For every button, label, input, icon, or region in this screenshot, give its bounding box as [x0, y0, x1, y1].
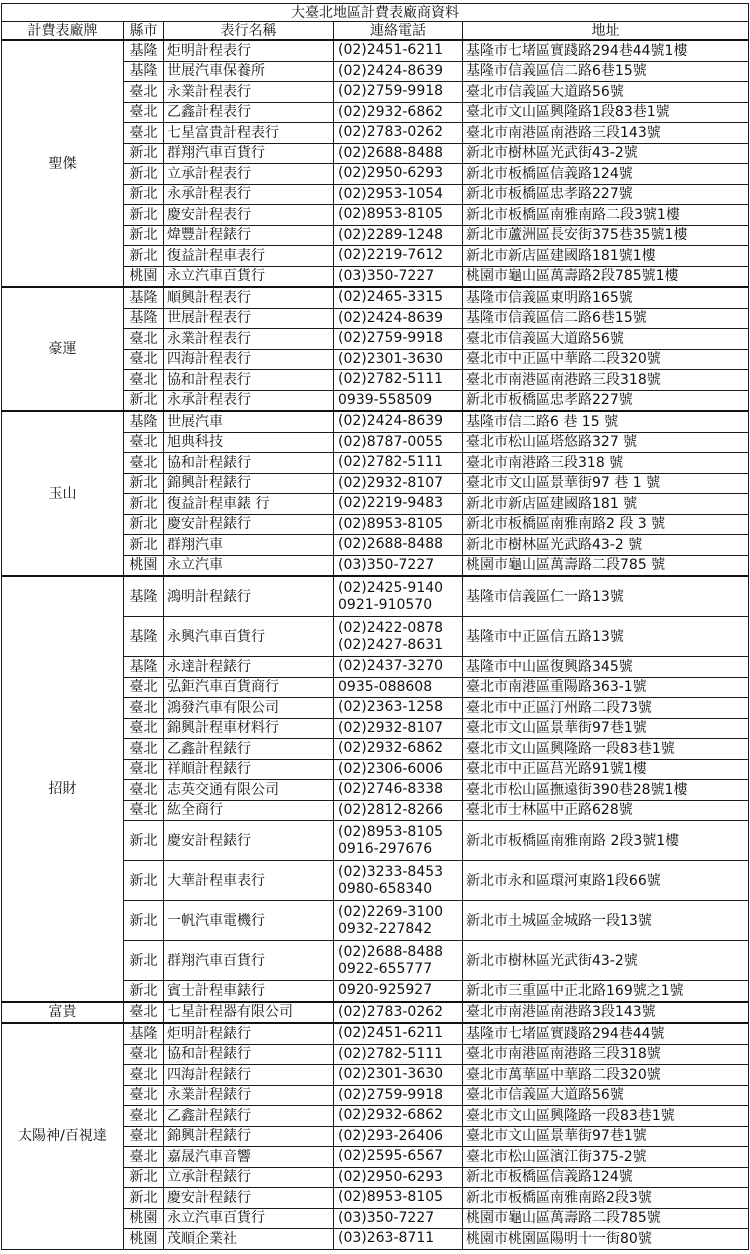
table-row: [2, 1002, 749, 1024]
address-cell: 臺北市文山區興隆路一段83巷1號: [463, 739, 749, 760]
shop-name-cell: 復益計程車表行: [164, 246, 334, 267]
phone-cell: [334, 657, 463, 678]
table-row: [2, 411, 749, 432]
county-cell: 臺北: [124, 123, 164, 144]
address-cell: 臺北市松山區撫遠街390巷28號1樓: [463, 780, 749, 801]
county-cell: 新北: [124, 535, 164, 556]
county-cell: 新北: [124, 184, 164, 205]
brand-cell: 招財: [2, 576, 124, 1002]
phone-cell: [334, 535, 463, 556]
address-cell: 臺北市南港區南港路三段318號: [463, 370, 749, 391]
phone-number: (02)2424-8639: [338, 413, 444, 430]
shop-name-cell: 嘉晟汽車音響: [164, 1147, 334, 1168]
county-cell: 臺北: [124, 370, 164, 391]
address-cell: 桃園市龜山區萬壽路2段785號1樓: [463, 266, 749, 287]
shop-name-cell: 乙鑫計程表行: [164, 102, 334, 123]
brand-cell: 聖傑: [2, 40, 124, 287]
address-cell: 臺北市中正區莒光路91號1樓: [463, 759, 749, 780]
shop-name-cell: 永承計程表行: [164, 390, 334, 411]
phone-number: (02)2363-1258: [338, 699, 444, 716]
county-cell: 臺北: [124, 102, 164, 123]
county-cell: 基隆: [124, 308, 164, 329]
shop-name-cell: 世展汽車: [164, 411, 334, 432]
phone-number: (02)2932-8107: [338, 474, 444, 491]
phone-number: (02)2688-8488: [338, 536, 444, 553]
phone-cell: [334, 555, 463, 576]
phone-number: (02)2451-6211: [338, 1025, 444, 1042]
address-cell: 新北市新店區建國路181號1樓: [463, 246, 749, 267]
phone-number: (02)2424-8639: [338, 62, 444, 79]
address-cell: 臺北市信義區大道路56號: [463, 329, 749, 350]
county-cell: 新北: [124, 143, 164, 164]
phone-number: (02)8953-8105: [338, 823, 444, 840]
phone-cell: [334, 1085, 463, 1106]
header-county: 縣市: [124, 22, 164, 41]
county-cell: 基隆: [124, 287, 164, 308]
phone-number: 0920-925927: [338, 982, 433, 999]
phone-number: (02)8953-8105: [338, 515, 444, 532]
shop-name-cell: 炬明計程錶行: [164, 1023, 334, 1044]
phone-number: (02)2595-6567: [338, 1148, 444, 1165]
county-cell: 新北: [124, 225, 164, 246]
phone-number: (02)2932-6862: [338, 740, 444, 757]
phone-number: 0922-655777: [338, 960, 433, 977]
county-cell: 桃園: [124, 266, 164, 287]
shop-name-cell: 立承計程表行: [164, 164, 334, 185]
shop-name-cell: 乙鑫計程錶行: [164, 1106, 334, 1127]
phone-cell: [334, 1147, 463, 1168]
brand-cell: 太陽神/百視達: [2, 1023, 124, 1249]
county-cell: 臺北: [124, 677, 164, 698]
address-cell: 新北市永和區環河東路1段66號: [463, 861, 749, 901]
county-cell: 臺北: [124, 780, 164, 801]
county-cell: 臺北: [124, 82, 164, 103]
county-cell: 臺北: [124, 432, 164, 453]
phone-number: 0921-910570: [338, 596, 433, 613]
county-cell: 新北: [124, 514, 164, 535]
address-cell: 基隆市七堵區實踐路294巷44號: [463, 1023, 749, 1044]
phone-number: (02)2783-0262: [338, 1003, 444, 1020]
address-cell: 桃園市桃園區陽明十一街80號: [463, 1229, 749, 1250]
shop-name-cell: 永立汽車百貨行: [164, 1208, 334, 1229]
shop-name-cell: 慶安計程錶行: [164, 821, 334, 861]
phone-cell: [334, 432, 463, 453]
address-cell: 基隆市信二路6 巷 15 號: [463, 411, 749, 432]
phone-cell: [334, 164, 463, 185]
shop-name-cell: 祥順計程錶行: [164, 759, 334, 780]
address-cell: 桃園市龜山區萬壽路二段785 號: [463, 555, 749, 576]
address-cell: 新北市板橋區南雅南路2段3號: [463, 1188, 749, 1209]
phone-number: 0932-227842: [338, 920, 433, 937]
phone-cell: [334, 821, 463, 861]
county-cell: 新北: [124, 1167, 164, 1188]
shop-name-cell: 七星計程器有限公司: [164, 1002, 334, 1024]
phone-cell: [334, 800, 463, 821]
address-cell: 臺北市松山區塔悠路327 號: [463, 432, 749, 453]
phone-cell: [334, 329, 463, 350]
phone-cell: [334, 1023, 463, 1044]
address-cell: 臺北市南港區南港路三段143號: [463, 123, 749, 144]
county-cell: 新北: [124, 1188, 164, 1209]
phone-cell: [334, 780, 463, 801]
phone-number: 0980-658340: [338, 880, 433, 897]
table-row: [2, 287, 749, 308]
address-cell: 桃園市龜山區萬壽路二段785號: [463, 1208, 749, 1229]
shop-name-cell: 慶安計程錶行: [164, 1188, 334, 1209]
county-cell: 基隆: [124, 61, 164, 82]
shop-name-cell: 永業計程表行: [164, 82, 334, 103]
county-cell: 臺北: [124, 1065, 164, 1086]
phone-cell: [334, 1208, 463, 1229]
phone-number: (02)2759-9918: [338, 1086, 444, 1103]
phone-cell: [334, 184, 463, 205]
shop-name-cell: 茂順企業社: [164, 1229, 334, 1250]
phone-number: (03)350-7227: [338, 1209, 435, 1226]
county-cell: 新北: [124, 821, 164, 861]
phone-cell: [334, 718, 463, 739]
county-cell: 臺北: [124, 1085, 164, 1106]
shop-name-cell: 協和計程錶行: [164, 1044, 334, 1065]
shop-name-cell: 鴻明計程錶行: [164, 576, 334, 617]
address-cell: 臺北市萬華區中華路二段320號: [463, 1065, 749, 1086]
county-cell: 臺北: [124, 739, 164, 760]
phone-cell: [334, 287, 463, 308]
shop-name-cell: 賓士計程車錶行: [164, 981, 334, 1002]
county-cell: 臺北: [124, 329, 164, 350]
phone-number: (03)350-7227: [338, 556, 435, 573]
shop-name-cell: 復益計程車錶 行: [164, 494, 334, 515]
address-cell: 新北市樹林區光武街43-2號: [463, 143, 749, 164]
phone-number: (02)2289-1248: [338, 226, 444, 243]
address-cell: 臺北市文山區景華街97巷1號: [463, 718, 749, 739]
address-cell: 臺北市中正區汀州路二段73號: [463, 698, 749, 719]
phone-number: (02)2759-9918: [338, 330, 444, 347]
header-brand: 計費表廠牌: [2, 22, 124, 41]
address-cell: 新北市樹林區光武街43-2號: [463, 941, 749, 981]
shop-name-cell: 旭典科技: [164, 432, 334, 453]
shop-name-cell: 七星富貴計程表行: [164, 123, 334, 144]
phone-number: (02)2746-8338: [338, 781, 444, 798]
phone-cell: [334, 123, 463, 144]
county-cell: 臺北: [124, 1126, 164, 1147]
county-cell: 臺北: [124, 698, 164, 719]
address-cell: 新北市土城區金城路一段13號: [463, 901, 749, 941]
phone-number: (03)350-7227: [338, 267, 435, 284]
phone-number: (02)2219-7612: [338, 247, 444, 264]
phone-number: 0939-558509: [338, 391, 433, 408]
shop-name-cell: 錦興計程錶行: [164, 473, 334, 494]
shop-name-cell: 大華計程車表行: [164, 861, 334, 901]
shop-name-cell: 志英交通有限公司: [164, 780, 334, 801]
shop-name-cell: 紘全商行: [164, 800, 334, 821]
shop-name-cell: 炬明計程表行: [164, 40, 334, 61]
address-cell: 臺北市南港區南港路三段318號: [463, 1044, 749, 1065]
phone-cell: [334, 739, 463, 760]
county-cell: 新北: [124, 205, 164, 226]
address-cell: 臺北市文山區興隆路一段83巷1號: [463, 1106, 749, 1127]
address-cell: 新北市三重區中正北路169號之1號: [463, 981, 749, 1002]
address-cell: 基隆市中正區信五路13號: [463, 617, 749, 657]
phone-number: (02)8953-8105: [338, 1189, 444, 1206]
address-cell: 臺北市信義區大道路56號: [463, 1085, 749, 1106]
phone-cell: [334, 390, 463, 411]
county-cell: 臺北: [124, 759, 164, 780]
county-cell: 新北: [124, 390, 164, 411]
county-cell: 新北: [124, 941, 164, 981]
shop-name-cell: 永業計程表行: [164, 329, 334, 350]
address-cell: 新北市板橋區南雅南路2 段 3 號: [463, 514, 749, 535]
phone-cell: [334, 246, 463, 267]
table-row: [2, 576, 749, 617]
phone-cell: [334, 861, 463, 901]
phone-number: (02)8953-8105: [338, 206, 444, 223]
phone-number: (02)2425-9140: [338, 579, 444, 596]
county-cell: 新北: [124, 473, 164, 494]
phone-cell: [334, 677, 463, 698]
phone-cell: [334, 698, 463, 719]
phone-number: (02)2950-6293: [338, 165, 444, 182]
phone-cell: [334, 205, 463, 226]
address-cell: 基隆市信義區仁一路13號: [463, 576, 749, 617]
address-cell: 基隆市中山區復興路345號: [463, 657, 749, 678]
address-cell: 基隆市信義區信二路6巷15號: [463, 61, 749, 82]
shop-name-cell: 群翔汽車: [164, 535, 334, 556]
address-cell: 新北市蘆洲區長安街375巷35號1樓: [463, 225, 749, 246]
brand-cell: 玉山: [2, 411, 124, 576]
phone-cell: [334, 901, 463, 941]
phone-cell: [334, 266, 463, 287]
address-cell: 臺北市文山區景華街97 巷 1 號: [463, 473, 749, 494]
county-cell: 基隆: [124, 657, 164, 678]
header-phone: 連絡電話: [334, 22, 463, 41]
phone-number: (02)2437-3270: [338, 658, 444, 675]
county-cell: 臺北: [124, 718, 164, 739]
county-cell: 基隆: [124, 411, 164, 432]
phone-cell: [334, 349, 463, 370]
phone-number: (02)2932-8107: [338, 719, 444, 736]
phone-number: (02)293-26406: [338, 1127, 444, 1144]
phone-number: (02)2451-6211: [338, 42, 444, 59]
shop-name-cell: 協和計程表行: [164, 370, 334, 391]
phone-number: (02)2301-3630: [338, 1066, 444, 1083]
shop-name-cell: 世展汽車保養所: [164, 61, 334, 82]
county-cell: 臺北: [124, 1106, 164, 1127]
phone-cell: [334, 1229, 463, 1250]
address-cell: 新北市新店區建國路181 號: [463, 494, 749, 515]
phone-number: (02)2422-0878: [338, 619, 444, 636]
address-cell: 基隆市信義區東明路165號: [463, 287, 749, 308]
address-cell: 新北市板橋區忠孝路227號: [463, 184, 749, 205]
phone-cell: [334, 1065, 463, 1086]
header-address: 地址: [463, 22, 749, 41]
shop-name-cell: 群翔汽車百貨行: [164, 143, 334, 164]
shop-name-cell: 慶安計程錶行: [164, 514, 334, 535]
address-cell: 基隆市信義區信二路6巷15號: [463, 308, 749, 329]
phone-number: (02)2306-6006: [338, 760, 444, 777]
phone-number: (02)2688-8488: [338, 943, 444, 960]
county-cell: 新北: [124, 861, 164, 901]
meter-vendor-table: [1, 3, 749, 1250]
shop-name-cell: 永業計程錶行: [164, 1085, 334, 1106]
shop-name-cell: 煒豐計程錶行: [164, 225, 334, 246]
county-cell: 臺北: [124, 1002, 164, 1024]
phone-cell: [334, 370, 463, 391]
county-cell: 桃園: [124, 555, 164, 576]
county-cell: 臺北: [124, 1044, 164, 1065]
phone-cell: [334, 473, 463, 494]
phone-number: (02)2688-8488: [338, 144, 444, 161]
phone-number: (02)3233-8453: [338, 863, 444, 880]
address-cell: 臺北市文山區景華街97巷1號: [463, 1126, 749, 1147]
county-cell: 新北: [124, 246, 164, 267]
phone-cell: [334, 494, 463, 515]
phone-number: (02)2759-9918: [338, 83, 444, 100]
phone-cell: [334, 61, 463, 82]
shop-name-cell: 錦興計程錶行: [164, 1126, 334, 1147]
phone-cell: [334, 453, 463, 474]
shop-name-cell: 立承計程錶行: [164, 1167, 334, 1188]
address-cell: 新北市樹林區光武路43-2 號: [463, 535, 749, 556]
phone-number: (02)8787-0055: [338, 433, 444, 450]
shop-name-cell: 群翔汽車百貨行: [164, 941, 334, 981]
table-row: [2, 40, 749, 61]
shop-name-cell: 世展計程表行: [164, 308, 334, 329]
shop-name-cell: 慶安計程表行: [164, 205, 334, 226]
phone-number: (03)263-8711: [338, 1230, 435, 1247]
address-cell: 新北市板橋區南雅南路二段3號1樓: [463, 205, 749, 226]
shop-name-cell: 四海計程表行: [164, 349, 334, 370]
phone-cell: [334, 225, 463, 246]
shop-name-cell: 鴻發汽車有限公司: [164, 698, 334, 719]
county-cell: 臺北: [124, 800, 164, 821]
address-cell: 新北市板橋區信義路124號: [463, 164, 749, 185]
phone-number: (02)2782-5111: [338, 454, 444, 471]
phone-cell: [334, 82, 463, 103]
phone-cell: [334, 981, 463, 1002]
phone-cell: [334, 1044, 463, 1065]
address-cell: 臺北市南港路三段318 號: [463, 453, 749, 474]
phone-cell: [334, 40, 463, 61]
shop-name-cell: 錦興計程車材料行: [164, 718, 334, 739]
county-cell: 臺北: [124, 453, 164, 474]
shop-name-cell: 一帆汽車電機行: [164, 901, 334, 941]
phone-number: (02)2950-6293: [338, 1168, 444, 1185]
shop-name-cell: 永承計程表行: [164, 184, 334, 205]
address-cell: 新北市板橋區南雅南路 2段3號1樓: [463, 821, 749, 861]
address-cell: 新北市板橋區忠孝路227號: [463, 390, 749, 411]
phone-cell: [334, 1106, 463, 1127]
table-title: 大臺北地區計費表廠商資料: [2, 4, 749, 22]
phone-cell: [334, 102, 463, 123]
address-cell: 新北市板橋區信義路124號: [463, 1167, 749, 1188]
phone-cell: [334, 514, 463, 535]
county-cell: 基隆: [124, 576, 164, 617]
address-cell: 臺北市中正區中華路二段320號: [463, 349, 749, 370]
shop-name-cell: 永立汽車: [164, 555, 334, 576]
phone-number: (02)2219-9483: [338, 495, 444, 512]
shop-name-cell: 順興計程表行: [164, 287, 334, 308]
address-cell: 臺北市松山區濱江街375-2號: [463, 1147, 749, 1168]
phone-number: 0935-088608: [338, 678, 433, 695]
shop-name-cell: 永達計程錶行: [164, 657, 334, 678]
table-row: [2, 1023, 749, 1044]
phone-number: (02)2932-6862: [338, 103, 444, 120]
phone-number: (02)2782-5111: [338, 1045, 444, 1062]
county-cell: 臺北: [124, 349, 164, 370]
phone-number: (02)2269-3100: [338, 903, 444, 920]
address-cell: 基隆市七堵區實踐路294巷44號1樓: [463, 40, 749, 61]
phone-number: (02)2465-3315: [338, 289, 444, 306]
brand-cell: 豪運: [2, 287, 124, 411]
county-cell: 新北: [124, 494, 164, 515]
county-cell: 桃園: [124, 1208, 164, 1229]
phone-number: (02)2783-0262: [338, 124, 444, 141]
phone-number: (02)2932-6862: [338, 1107, 444, 1124]
county-cell: 臺北: [124, 1147, 164, 1168]
phone-cell: [334, 941, 463, 981]
phone-number: (02)2427-8631: [338, 636, 444, 653]
shop-name-cell: 協和計程錶行: [164, 453, 334, 474]
county-cell: 新北: [124, 901, 164, 941]
phone-cell: [334, 308, 463, 329]
address-cell: 臺北市南港區重陽路363-1號: [463, 677, 749, 698]
county-cell: 基隆: [124, 40, 164, 61]
county-cell: 基隆: [124, 1023, 164, 1044]
brand-cell: 富貴: [2, 1002, 124, 1024]
header-shop-name: 表行名稱: [164, 22, 334, 41]
address-cell: 臺北市信義區大道路56號: [463, 82, 749, 103]
address-cell: 臺北市文山區興隆路1段83巷1號: [463, 102, 749, 123]
phone-cell: [334, 1167, 463, 1188]
phone-cell: [334, 617, 463, 657]
address-cell: 臺北市士林區中正路628號: [463, 800, 749, 821]
phone-cell: [334, 576, 463, 617]
county-cell: 新北: [124, 164, 164, 185]
phone-cell: [334, 1126, 463, 1147]
phone-cell: [334, 411, 463, 432]
phone-number: (02)2953-1054: [338, 185, 444, 202]
shop-name-cell: 四海計程錶行: [164, 1065, 334, 1086]
phone-cell: [334, 1002, 463, 1024]
county-cell: 基隆: [124, 617, 164, 657]
phone-number: (02)2812-8266: [338, 801, 444, 818]
phone-cell: [334, 759, 463, 780]
shop-name-cell: 永立汽車百貨行: [164, 266, 334, 287]
shop-name-cell: 乙鑫計程錶行: [164, 739, 334, 760]
county-cell: 新北: [124, 981, 164, 1002]
phone-number: 0916-297676: [338, 840, 433, 857]
county-cell: 桃園: [124, 1229, 164, 1250]
phone-number: (02)2782-5111: [338, 371, 444, 388]
shop-name-cell: 永興汽車百貨行: [164, 617, 334, 657]
address-cell: 臺北市南港區南港路3段143號: [463, 1002, 749, 1024]
phone-number: (02)2424-8639: [338, 309, 444, 326]
phone-number: (02)2301-3630: [338, 350, 444, 367]
phone-cell: [334, 143, 463, 164]
shop-name-cell: 弘鉅汽車百貨商行: [164, 677, 334, 698]
phone-cell: [334, 1188, 463, 1209]
